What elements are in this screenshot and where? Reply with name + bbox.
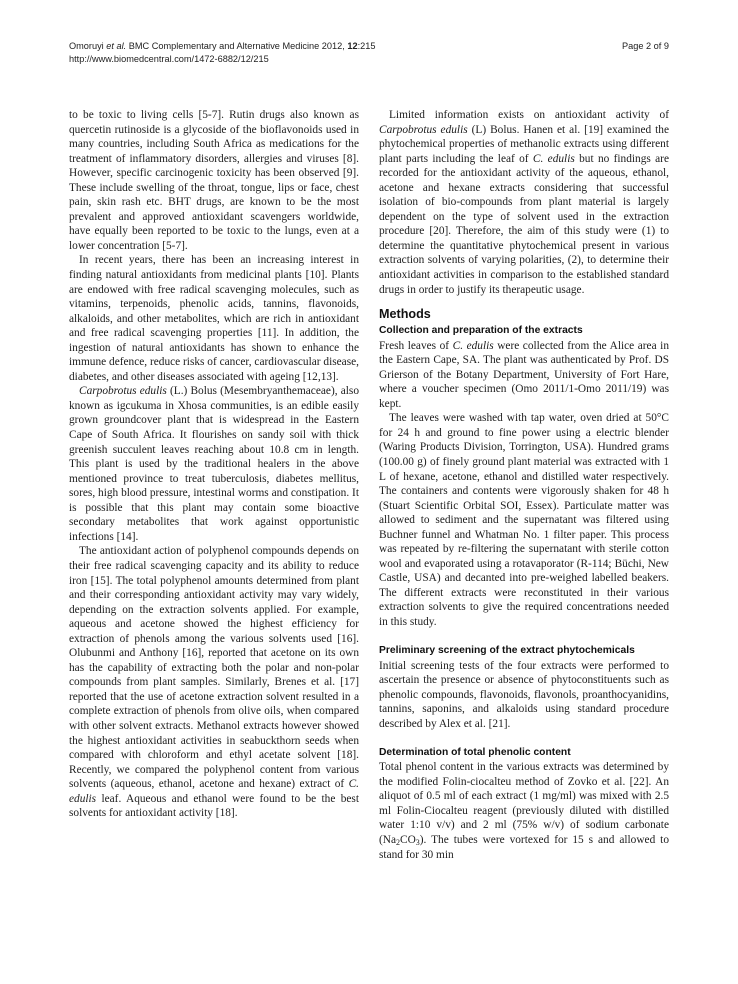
paragraph: Carpobrotus edulis (L.) Bolus (Mesembryanthemaceae), also known as igcukuma in Xhosa communities, is an edible easily grown groundcover plant that is widespread in the Eastern Cape of South Africa. It flourishes on sandy soil with thick greenish succulent leaves reaching about 10.8 cm in length. This plant is used by the traditional healers in the above mentioned province to treat tuberculosis, diabetes mellitus, sores, high blood pressure, intestinal worms and constipation. It is possible that this plant may contain some bioactive secondary metabolites that work against opportunistic infections [14].	[69, 385, 359, 543]
paragraph: to be toxic to living cells [5-7]. Rutin drugs also known as quercetin rutinoside is a glycoside of the bioflavonoids used in many countries, including South Africa as medications for the treatment of inflammatory disorders, allergies and viruses [8]. However, specific carcinogenic toxicity has been observed [9]. These include swelling of the throat, tongue, lips or face, chest pain, skin rash etc. BHT drugs, are known to be the most prevalent and approved antioxidant scavengers worldwide, have equally been reported to be toxic to the lungs, even at a lower concentration [5-7].	[69, 109, 359, 252]
paragraph: Total phenol content in the various extracts was determined by the modified Folin-ciocalteu method of Zovko et al. [22]. An aliquot of 0.5 ml of each extract (1 mg/ml) was mixed with 2.5 ml Folin-Ciocalteu reagent (previously diluted with distilled water 1:10 v/v) and 2 ml (75% w/v) of sodium carbonate $(Na_2CO_3)$. The tubes were vortexed for 15 s and allowed to stand for 30 min	[379, 761, 669, 861]
species-name: C. edulis	[532, 152, 575, 165]
header-line	[69, 40, 669, 53]
paragraph: The leaves were washed with tap water, oven dried at 50°C for 24 h and ground to fine power using a electric blender (Waring Products Division, Torrington, USA). Hundred grams (100.00 g) of finely ground plant material was extracted with 1 L of hexane, acetone, ethanol and distilled water respectively. The containers and contents were vigorously shaken for 48 h (Stuart Scientific Orbital SOI, Essex). Particulate matter was allowed to sediment and the supernatant was filtered using Buchner funnel and Whatman No. 1 filter paper. This process was repeated by re-filtering the supernatant with sterile cotton wool and evaporated using a rotavaporator (R-114; Büchi, New Castle, USA) and decanted into pre-weighed labelled beakers. The different extracts were reconstituted in their various extraction solvents to give the required concentrations needed in this study.	[379, 412, 669, 628]
section-heading-methods: Methods	[379, 307, 431, 322]
subsection-heading: Determination of total phenolic content	[379, 746, 571, 758]
species-name: Carpobrotus edulis	[379, 123, 468, 136]
species-name: C. edulis	[452, 339, 494, 352]
paragraph: The antioxidant action of polyphenol compounds depends on their free radical scavenging capacity and its ability to reduce iron [15]. The total polyphenol amounts determined from plant and their corresponding antioxidant activity may vary widely, depending on the extraction solvents applied. For example, aqueous and acetone showed the highest efficiency for extraction of phenols among the various solvents used [16]. Olubunmi and Anthony [16], reported that acetone on its own has the capability of extracting both the polar and non-polar compounds from plant samples. Similarly, Brenes et al. [17] reported that the use of acetone extraction solvent resulted in a complete extraction of phenols from olive oils, when compared with other solvent extracts. Methanol extracts however showed the highest antioxidant activities in seabuckthorn seeds when compared with chloroform and ethyl acetate solvent [18]. Recently, we compared the polyphenol content from various solvents (aqueous, ethanol, acetone and hexane) extract of C. edulis leaf. Aqueous and ethanol were found to be the best solvents for antioxidant activity [18].	[69, 545, 359, 820]
left-column	[69, 108, 359, 821]
journal-citation: Omoruyi et al. BMC Complementary and Alternative Medicine 2012, 12:215	[69, 41, 376, 51]
subsection-heading: Collection and preparation of the extracts	[379, 325, 583, 337]
paragraph: Initial screening tests of the four extracts were performed to ascertain the presence or absence of phytoconstituents such as phenolic compounds, flavonoids, flavonols, proanthocyanidins, tannins, saponins, and alkaloids using standard procedure described by Alex et al. [21].	[379, 659, 669, 730]
species-name: C. edulis	[69, 778, 359, 805]
page-number: Page 2 of 9	[622, 41, 669, 51]
running-header	[69, 40, 669, 65]
article-url[interactable]: http://www.biomedcentral.com/1472-6882/12/215	[69, 53, 269, 64]
paragraph: Limited information exists on antioxidant activity of Carpobrotus edulis (L) Bolus. Hanen et al. [19] examined the phytochemical properties of methanolic extracts using different plant parts including the leaf of C. edulis but no findings are recorded for the antioxidant activity of the aqueous, ethanol, acetone and hexane extracts considering that successful isolation of bio-compounds from plant material is largely dependent on the type of solvent used in the extraction procedure [20]. Therefore, the aim of this study were (1) to determine the quantitative phytochemical present in various extraction solvents of varying polarities, (2), to determine their antioxidant activities in comparison to the established standard drugs in order to justify its therapeutic usage.	[379, 109, 669, 296]
right-column	[379, 108, 669, 862]
paragraph: Fresh leaves of C. edulis were collected from the Alice area in the Eastern Cape, SA. The plant was authenticated by Prof. DS Grierson of the Botany Department, University of Fort Hare, where a voucher specimen (Omo 2011/1-Omo 2011/19) was kept.	[379, 339, 669, 410]
subsection-heading: Preliminary screening of the extract phytochemicals	[379, 645, 635, 657]
species-name: Carpobrotus edulis	[79, 385, 167, 398]
paragraph: In recent years, there has been an increasing interest in finding natural antioxidants from medicinal plants [10]. Plants are endowed with free radical scavenging molecules, such as vitamins, terpenoids, phenolic acids, tannins, flavonoids, alkaloids, and other metabolites, which are rich in antioxidant and free radical scavenging properties [11]. In addition, the ingestion of natural antioxidants has shown to enhance the immune defence, reduce risks of cancer, cardiovascular disease, diabetes, and other diseases associated with ageing [12,13].	[69, 254, 359, 383]
